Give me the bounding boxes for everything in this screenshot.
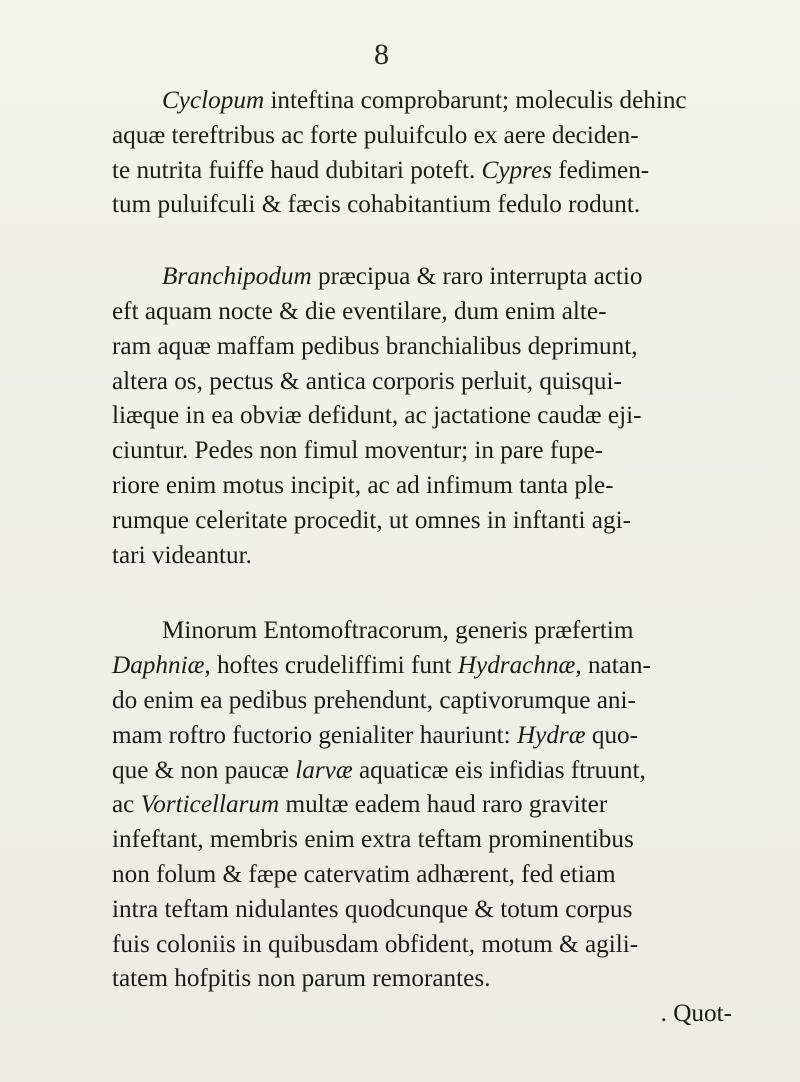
paragraph-cyclopum	[112, 84, 772, 223]
text-line: Branchipodum præcipua & raro interrupta actio	[162, 263, 643, 291]
text-line: Cyclopum inteftina comprobarunt; moleculis dehinc	[162, 87, 687, 114]
italic-term: Cypres	[481, 156, 552, 184]
text-line: non folum & fæpe catervatim adhærent, fed etiam	[112, 860, 616, 888]
text-line: mam roftro fuctorio genialiter hauriunt: Hydræ quo-	[112, 721, 639, 749]
text-line: aquæ tereftribus ac forte puluifculo ex aere deciden-	[112, 121, 639, 149]
text-line: fuis coloniis in quibusdam obfident, motum & agili-	[112, 930, 639, 958]
text-line: altera os, pectus & antica corporis perluit, quisqui-	[112, 367, 622, 395]
italic-term: Hydrachnæ	[457, 652, 576, 680]
text-line: Minorum Entomoftracorum, generis præfertim	[162, 617, 634, 645]
text-line: eft aquam nocte & die eventilare, dum enim alte-	[112, 297, 607, 325]
text-line: ram aquæ maffam pedibus branchialibus deprimunt,	[112, 332, 638, 360]
text-line: intra teftam nidulantes quodcunque & totum corpus	[112, 895, 633, 923]
text-line: riore enim motus incipit, ac ad infimum tanta ple-	[112, 471, 614, 499]
italic-term: larvæ	[295, 756, 353, 784]
catchword: . Quot-	[660, 1000, 732, 1028]
text-line: tari videantur.	[112, 541, 252, 569]
text-line: do enim ea pedibus prehendunt, captivorumque ani-	[112, 686, 636, 714]
text-line: que & non paucæ larvæ aquaticæ eis infidias ftruunt,	[112, 756, 646, 784]
italic-term: Cyclopum	[162, 87, 265, 114]
text-line: rumque celeritate procedit, ut omnes in inftanti agi-	[112, 506, 631, 534]
italic-term: Hydræ	[516, 721, 586, 749]
paragraph-entomostraca	[112, 614, 772, 997]
text-line: ciuntur. Pedes non fimul moventur; in pare fupe-	[112, 437, 604, 465]
italic-term: Vorticellarum	[140, 791, 280, 819]
italic-term: Branchipodum	[162, 263, 312, 291]
paragraph-branchipodum	[112, 260, 772, 573]
text-line: tum puluifculi & fæcis cohabitantium fedulo rodunt.	[112, 191, 641, 219]
text-block	[112, 84, 772, 1032]
text-line: tatem hofpitis non parum remorantes.	[112, 965, 491, 993]
text-line: te nutrita fuiffe haud dubitari poteft. Cypres fedimen-	[112, 156, 650, 184]
text-line: ac Vorticellarum multæ eadem haud raro graviter	[112, 791, 608, 819]
italic-term: Daphniæ	[112, 652, 205, 680]
page-number: 8	[374, 38, 389, 71]
text-line: Daphniæ, hoftes crudeliffimi funt Hydrachnæ, natan-	[112, 652, 651, 680]
text-line: liæque in ea obviæ defidunt, ac jactatione caudæ eji-	[112, 402, 642, 430]
text-line: infeftant, membris enim extra teftam prominentibus	[112, 826, 634, 854]
